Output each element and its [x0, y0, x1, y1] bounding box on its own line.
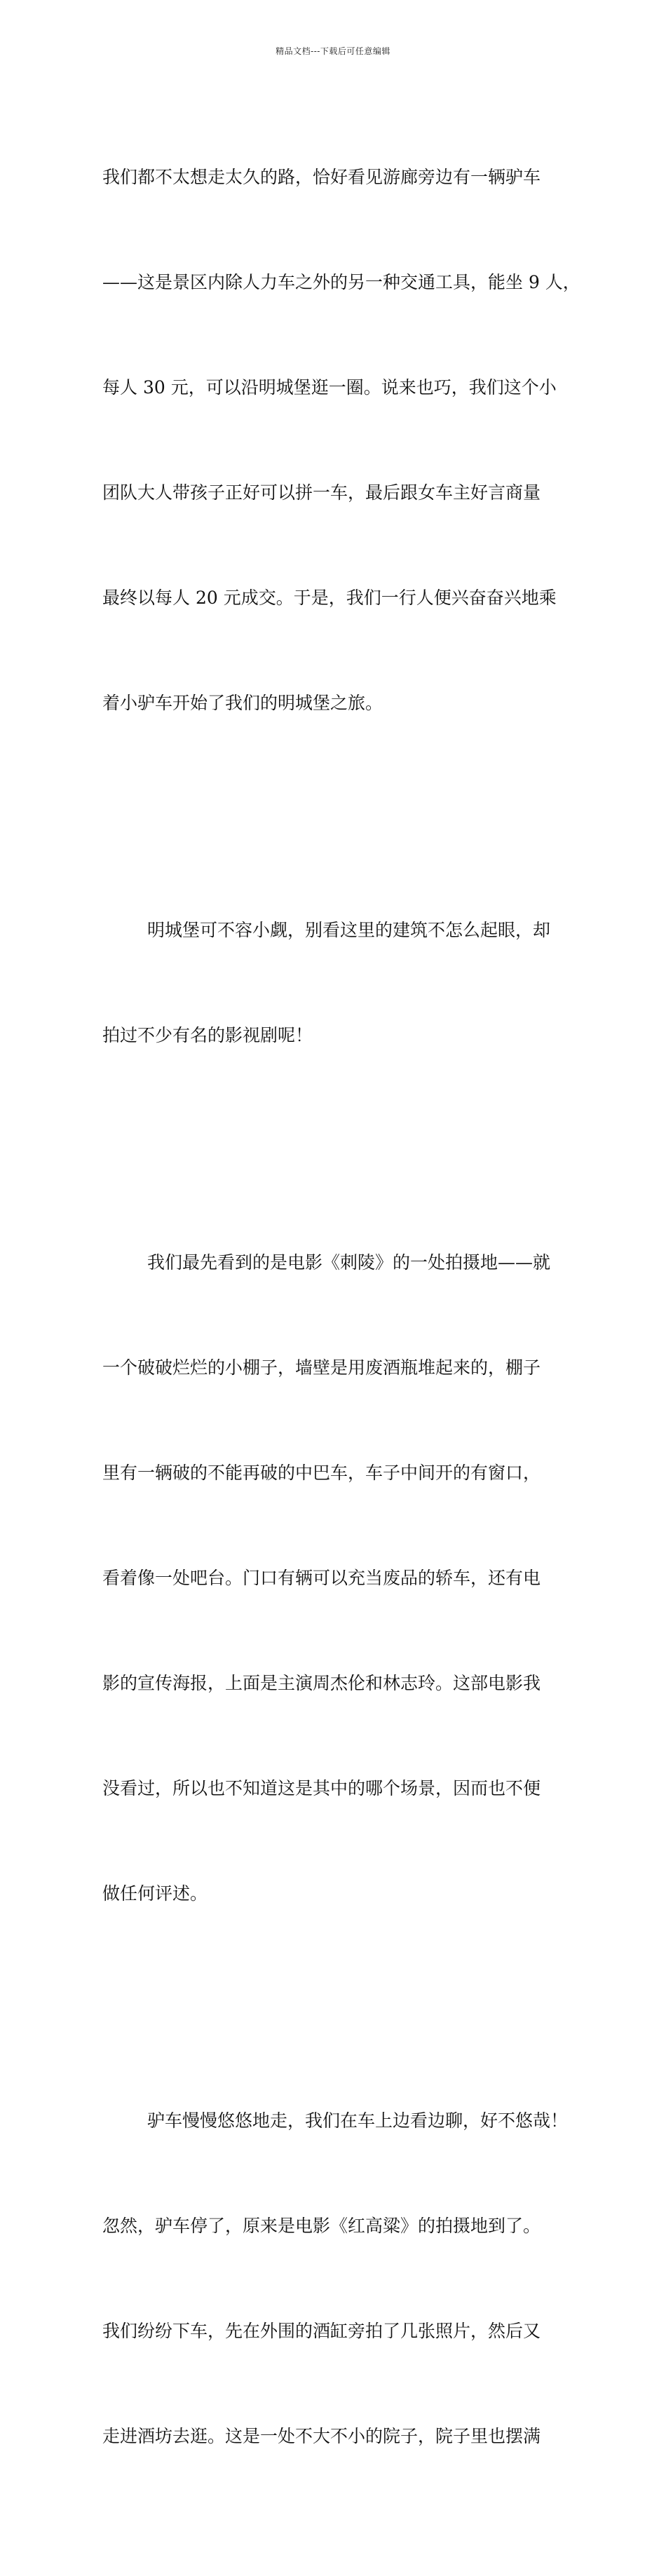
text-line: 我们最先看到的是电影《刺陵》的一处拍摄地——就	[147, 1252, 551, 1273]
paragraph-4	[102, 2033, 586, 2524]
page-header: 精品文档---下载后可任意编辑	[276, 46, 390, 56]
paragraph-2	[102, 843, 586, 1123]
text-line: ——这是景区内除人力车之外的另一种交通工具，能坐 9 人，	[102, 272, 580, 292]
text-line: 做任何评述。	[102, 1883, 208, 1904]
text-line: 里有一辆破的不能再破的中巴车，车子中间开的有窗口，	[102, 1463, 541, 1483]
text-line: 驴车慢慢悠悠地走，我们在车上边看边聊，好不悠哉！	[147, 2110, 569, 2131]
text-line: 我们都不太想走太久的路，恰好看见游廊旁边有一辆驴车	[102, 167, 541, 187]
text-line: 着小驴车开始了我们的明城堡之旅。	[102, 693, 383, 713]
text-line: 一个破破烂烂的小棚子，墙壁是用废酒瓶堆起来的，棚子	[102, 1357, 541, 1378]
text-line: 明城堡可不容小觑，别看这里的建筑不怎么起眼，却	[147, 920, 551, 940]
text-line: 我们纷纷下车，先在外围的酒缸旁拍了几张照片，然后又	[102, 2321, 541, 2341]
text-line: 拍过不少有名的影视剧呢！	[102, 1025, 313, 1045]
paragraph-3	[102, 1175, 586, 1981]
text-line: 忽然，驴车停了，原来是电影《红高粱》的拍摄地到了。	[102, 2216, 541, 2236]
text-line: 最终以每人 20 元成交。于是，我们一行人便兴奋奋兴地乘	[102, 588, 557, 608]
paragraph-1	[102, 90, 586, 791]
text-line: 每人 30 元，可以沿明城堡逛一圈。说来也巧，我们这个小	[102, 377, 557, 398]
text-line: 走进酒坊去逛。这是一处不大不小的院子，院子里也摆满	[102, 2426, 541, 2446]
text-line: 看着像一处吧台。门口有辆可以充当废品的轿车，还有电	[102, 1568, 541, 1588]
text-line: 团队大人带孩子正好可以拼一车，最后跟女车主好言商量	[102, 482, 541, 503]
text-line: 影的宣传海报，上面是主演周杰伦和林志玲。这部电影我	[102, 1673, 541, 1693]
document-body	[102, 90, 586, 2576]
text-line: 没看过，所以也不知道这是其中的哪个场景，因而也不便	[102, 1778, 541, 1798]
